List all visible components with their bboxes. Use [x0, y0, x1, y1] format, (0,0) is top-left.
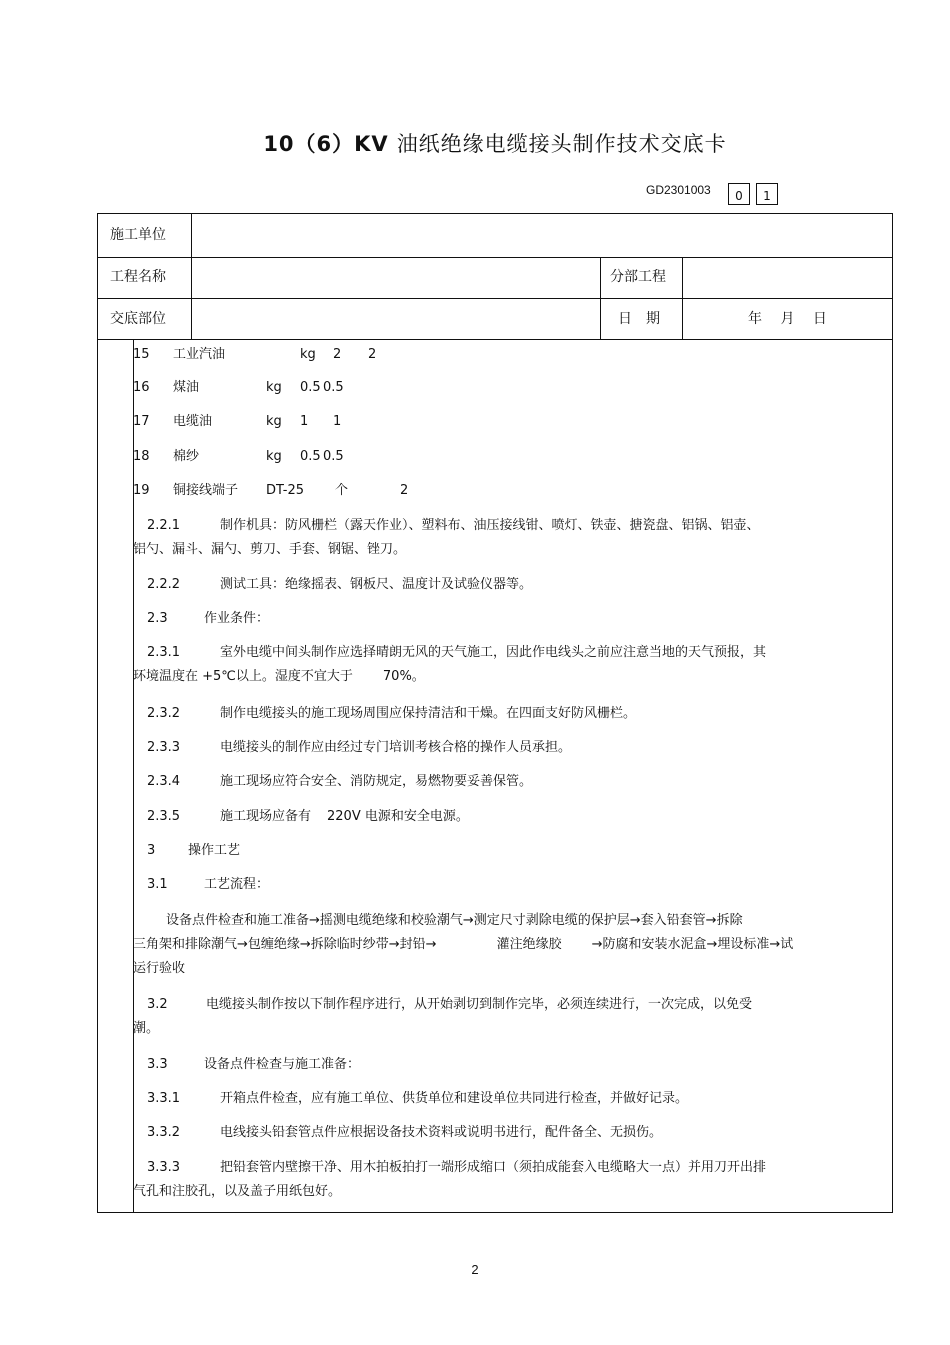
para-text: 测试工具：绝缘摇表、钢板尺、温度计及试验仪器等。 [220, 577, 533, 592]
para-text: 操作工艺 [188, 843, 241, 858]
para-2-3-1 [133, 641, 873, 689]
material-no: 19 [133, 483, 150, 498]
material-no: 15 [133, 347, 150, 362]
col-divider-right [682, 257, 683, 339]
humidity-value: 70%。 [382, 669, 425, 684]
para-3 [133, 839, 873, 863]
para-2-2-2 [133, 573, 873, 597]
col-divider-mid [600, 257, 601, 339]
para-3-2 [133, 993, 873, 1041]
para-text: 把铅套管内壁擦干净、用木拍板拍打一端形成缩口（须拍成能套入电缆略大一点）并用刀开出排 [220, 1160, 767, 1175]
row-divider-1 [98, 257, 892, 258]
para-text: 施工现场应备有 [220, 809, 312, 824]
flow-segment: →防腐和安装水泥盒→埋设标准→试 [591, 937, 794, 952]
para-text-cont: 铝勺、漏斗、漏勺、剪刀、手套、钢锯、锉刀。 [133, 542, 407, 557]
para-text: 作业条件： [204, 611, 270, 626]
material-name: 铜接线端子 [173, 483, 239, 498]
unit-label: 施工单位 [110, 227, 166, 243]
material-q2: 0.5 [323, 449, 344, 464]
para-num: 2.3.2 [147, 706, 181, 721]
para-text: 开箱点件检查，应有施工单位、供货单位和建设单位共同进行检查，并做好记录。 [220, 1091, 689, 1106]
material-q1: 0.5 [300, 380, 321, 395]
material-no: 16 [133, 380, 150, 395]
material-name: 煤油 [173, 380, 200, 395]
para-text-cont: 气孔和注胶孔，以及盖子用纸包好。 [133, 1184, 342, 1199]
para-text-cont: 潮。 [133, 1021, 160, 1036]
date-value: 年 月 日 [748, 311, 827, 327]
flow-segment: 灌注绝缘胶 [496, 937, 562, 952]
material-q1: 1 [300, 414, 309, 429]
para-3-1 [133, 873, 873, 897]
page-title [0, 128, 950, 158]
para-2-3-5 [133, 805, 873, 829]
para-num: 2.3.4 [147, 774, 181, 789]
flow-line-3: 运行验收 [133, 961, 186, 976]
material-row [133, 343, 873, 367]
flow-segment: 三角架和排除潮气→包缠绝缘→拆除临时纱带→封铅→ [133, 937, 437, 952]
material-row [133, 376, 873, 400]
para-num: 3.3.3 [147, 1160, 181, 1175]
para-num: 3.2 [147, 997, 168, 1012]
para-text-cont: 环境温度在 +5℃以上。湿度不宜大于 [133, 669, 353, 684]
material-unit: kg [266, 449, 282, 464]
flow-line-1: 设备点件检查和施工准备→摇测电缆绝缘和校验潮气→测定尺寸剥除电缆的保护层→套入铅套管→拆除 [166, 913, 743, 928]
para-text: 工艺流程： [204, 877, 270, 892]
row-divider-3 [98, 339, 892, 340]
para-text-voltage: 220V 电源和安全电源。 [327, 809, 469, 824]
material-q2: 2 [368, 347, 377, 362]
title-main: 油纸绝缘电缆接头制作技术交底卡 [396, 132, 727, 156]
para-2-2-1 [133, 514, 873, 562]
title-prefix: 10（6）KV [263, 132, 389, 156]
material-unit: 个 [335, 483, 349, 498]
para-text: 电缆接头制作按以下制作程序进行，从开始剥切到制作完毕，必须连续进行，一次完成，以免受 [206, 997, 753, 1012]
para-3-3-1 [133, 1087, 873, 1111]
date-label: 日 期 [618, 311, 660, 327]
para-2-3-2 [133, 702, 873, 726]
para-2-3-4 [133, 770, 873, 794]
para-2-3-3 [133, 736, 873, 760]
para-text: 电缆接头的制作应由经过专门培训考核合格的操作人员承担。 [220, 740, 572, 755]
location-label: 交底部位 [110, 311, 166, 327]
para-3-3 [133, 1053, 873, 1077]
para-text: 施工现场应符合安全、消防规定，易燃物要妥善保管。 [220, 774, 533, 789]
doc-box-2: 1 [756, 183, 778, 205]
material-q1: 0.5 [300, 449, 321, 464]
doc-code: GD2301003 [646, 183, 711, 197]
material-spec: DT-25 [266, 483, 304, 498]
para-num: 3 [147, 843, 156, 858]
para-num: 3.3.1 [147, 1091, 181, 1106]
para-3-3-3 [133, 1156, 873, 1204]
doc-box-1: 0 [728, 183, 750, 205]
para-text: 室外电缆中间头制作应选择晴朗无风的天气施工，因此作电线头之前应注意当地的天气预报，其 [220, 645, 767, 660]
para-text: 设备点件检查与施工准备： [204, 1057, 361, 1072]
para-num: 3.3.2 [147, 1125, 181, 1140]
material-q1: 2 [333, 347, 342, 362]
material-name: 工业汽油 [173, 347, 226, 362]
material-row [133, 445, 873, 469]
para-text: 制作电缆接头的施工现场周围应保持清洁和干燥。在四面支好防风栅栏。 [220, 706, 637, 721]
para-3-3-2 [133, 1121, 873, 1145]
para-num: 3.3 [147, 1057, 168, 1072]
row-divider-2 [98, 298, 892, 299]
material-unit: kg [266, 414, 282, 429]
para-num: 2.3.1 [147, 645, 181, 660]
material-name: 电缆油 [173, 414, 213, 429]
para-num: 2.3.3 [147, 740, 181, 755]
page-number: 2 [471, 1262, 479, 1277]
para-num: 2.2.1 [147, 518, 181, 533]
material-name: 棉纱 [173, 449, 200, 464]
material-q1: 2 [400, 483, 409, 498]
material-row [133, 479, 873, 503]
para-num: 2.3 [147, 611, 168, 626]
material-row [133, 410, 873, 434]
para-text: 电线接头铅套管点件应根据设备技术资料或说明书进行，配件备全、无损伤。 [220, 1125, 663, 1140]
para-num: 3.1 [147, 877, 168, 892]
material-no: 18 [133, 449, 150, 464]
para-text: 制作机具：防风栅栏（露天作业）、塑料布、油压接线钳、喷灯、铁壶、搪瓷盘、铝锅、铝壶、 [220, 518, 760, 533]
material-no: 17 [133, 414, 150, 429]
process-flow [133, 909, 873, 981]
flow-line-2 [133, 933, 873, 957]
col-divider-label [191, 214, 192, 339]
project-label: 工程名称 [110, 269, 166, 285]
subproject-label: 分部工程 [610, 269, 666, 285]
para-num: 2.2.2 [147, 577, 181, 592]
material-q2: 0.5 [323, 380, 344, 395]
para-num: 2.3.5 [147, 809, 181, 824]
material-unit: kg [300, 347, 316, 362]
para-2-3 [133, 607, 873, 631]
material-q2: 1 [333, 414, 342, 429]
material-unit: kg [266, 380, 282, 395]
